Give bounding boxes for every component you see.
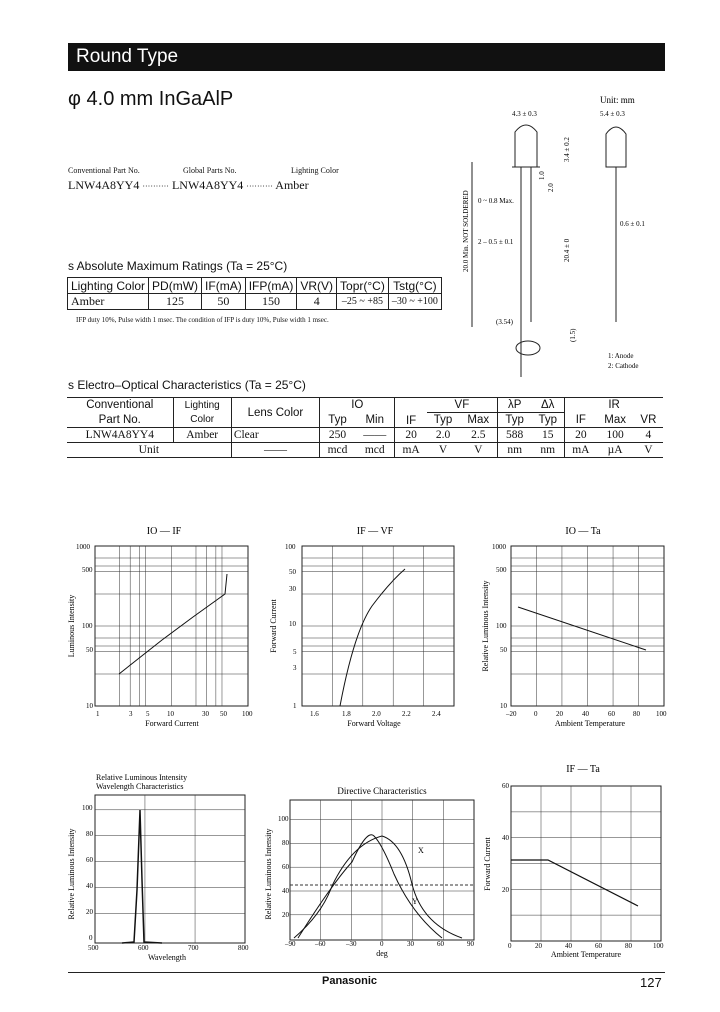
chart-title-2: Wavelength Characteristics: [96, 782, 184, 791]
eo-sub: Typ: [538, 414, 557, 426]
x-axis-label: Ambient Temperature: [550, 950, 622, 959]
curve-y-label: Y: [412, 897, 418, 906]
y-tick: 40: [86, 882, 93, 890]
dim-small-2: 2.0: [547, 183, 555, 192]
y-tick: 10: [500, 702, 507, 710]
chart-title: IO — IF: [146, 526, 182, 537]
x-tick: 2.4: [432, 710, 441, 718]
dim-pitch: (3.54): [496, 318, 513, 326]
x-tick: 100: [656, 710, 667, 718]
x-tick: 90: [467, 940, 474, 948]
y-tick: 0: [89, 934, 93, 942]
x-tick: 30: [407, 940, 414, 948]
curve-x-label: X: [418, 846, 424, 855]
eo-cell: 4: [645, 429, 652, 441]
eo-unit: V: [644, 444, 653, 456]
y-tick: 40: [502, 834, 509, 842]
x-tick: 500: [88, 944, 99, 952]
x-tick: –90: [285, 940, 296, 948]
eo-unit: µA: [607, 444, 623, 456]
x-tick: 0: [380, 940, 384, 948]
spectrum-curve: [122, 810, 162, 943]
led-top-view: [516, 341, 540, 355]
y-tick: 1: [293, 702, 297, 710]
footer-rule: [68, 972, 665, 973]
eo-sub: IF: [565, 413, 597, 428]
x-axis-label: Wavelength: [147, 953, 187, 962]
y-tick: 50: [289, 568, 296, 576]
y-tick: 1000: [76, 543, 90, 551]
eo-sub: VR: [640, 413, 657, 426]
y-axis-label: Forward Current: [483, 837, 492, 891]
eo-cell: Amber: [173, 428, 231, 443]
chart-io-if: [62, 522, 267, 737]
amr-header: IF(mA): [202, 278, 246, 294]
dim-length: 20.0 Min. NOT SOLDERED: [462, 190, 470, 272]
amr-cell: –25 ~ +85: [337, 294, 389, 310]
y-axis-label: Luminous Intensity: [67, 594, 76, 658]
page-header-bar: [68, 43, 665, 71]
y-tick: 20: [282, 911, 289, 919]
y-tick: 100: [82, 804, 93, 812]
amr-cell: 150: [245, 294, 297, 310]
eo-cell: 20: [395, 428, 427, 443]
x-tick: 1: [96, 710, 100, 718]
amr-note: IFP duty 10%, Pulse width 1 msec. The condition of IFP is duty 10%, Pulse width 1 msec.: [76, 316, 329, 324]
eo-cell: ——: [363, 429, 387, 441]
x-tick: 40: [582, 710, 589, 718]
x-tick: 2.2: [402, 710, 411, 718]
chart-title: IF — Ta: [566, 764, 600, 775]
x-tick: 20: [556, 710, 563, 718]
eo-unit: nm: [498, 443, 532, 458]
leader-dots: ··········: [246, 182, 273, 191]
chart-title: IF — VF: [356, 526, 394, 537]
global-part-value: LNW4A8YY4: [171, 178, 244, 192]
x-tick: 10: [167, 710, 174, 718]
y-tick: 60: [502, 782, 509, 790]
amr-header: VR(V): [297, 278, 337, 294]
eo-h-ir: IR: [565, 398, 663, 413]
eo-cell: 15: [541, 429, 554, 441]
y-axis-label: Relative Luminous Intensity: [264, 828, 273, 920]
y-tick: 50: [500, 646, 507, 654]
eo-cell: 2.5: [471, 429, 486, 441]
dim-height: 3.4 ± 0.2: [563, 137, 571, 162]
eo-h-color: Color: [173, 413, 231, 428]
chart-title: IO — Ta: [565, 526, 601, 537]
x-tick: 80: [625, 942, 632, 950]
led-body-side: [606, 127, 626, 167]
amr-cell: 50: [202, 294, 246, 310]
eo-unit: ——: [231, 443, 319, 458]
if-ta-derating-curve: [511, 860, 638, 906]
y-tick: 50: [86, 646, 93, 654]
x-axis-label: Forward Voltage: [347, 719, 401, 728]
chart-directive: [262, 784, 477, 964]
x-tick: 80: [633, 710, 640, 718]
x-tick: –30: [346, 940, 357, 948]
dim-diameter: 4.3 ± 0.3: [512, 110, 537, 118]
eo-section-title: s Electro–Optical Characteristics (Ta = 25°C): [68, 378, 306, 392]
x-tick: 3: [129, 710, 133, 718]
page-number: 127: [640, 975, 662, 990]
y-tick: 1000: [492, 543, 506, 551]
x-tick: –60: [315, 940, 326, 948]
eo-sub: Max: [604, 413, 626, 426]
leader-dots: ··········: [142, 182, 169, 191]
amr-cell: 4: [297, 294, 337, 310]
x-tick: 30: [202, 710, 209, 718]
dim-standoff: 0 ~ 0.8 Max.: [478, 197, 514, 205]
y-tick: 80: [86, 830, 93, 838]
y-tick: 20: [86, 908, 93, 916]
dim-length-2: 20.4 ± 0: [563, 238, 571, 262]
x-tick: 0: [508, 942, 512, 950]
eo-h-vf: VF: [427, 398, 498, 413]
amr-header: PD(mW): [149, 278, 202, 294]
eo-sub: Typ: [433, 414, 453, 426]
chart-wavelength: [62, 770, 262, 965]
x-tick: 20: [535, 942, 542, 950]
x-axis-label: Forward Current: [145, 719, 199, 728]
lighting-color-label: Lighting Color: [291, 166, 339, 175]
conventional-part-label: Conventional Part No.: [68, 166, 140, 175]
eo-h-conventional: Conventional: [67, 398, 173, 413]
y-tick: 100: [278, 815, 289, 823]
eo-cell: Clear: [231, 428, 319, 443]
x-tick: 100: [653, 942, 664, 950]
y-tick: 500: [82, 566, 93, 574]
x-tick: 60: [437, 940, 444, 948]
x-tick: 0: [534, 710, 538, 718]
eo-h-part: Part No.: [67, 413, 173, 428]
eo-table: [67, 397, 663, 458]
eo-cell: 100: [606, 429, 624, 441]
eo-cell: 20: [565, 428, 597, 443]
chart-io-ta: [478, 522, 678, 737]
amr-section-title: s Absolute Maximum Ratings (Ta = 25°C): [68, 259, 288, 273]
y-tick: 3: [293, 664, 297, 672]
eo-cell: 2.0: [435, 429, 451, 441]
brand-logo: Panasonic: [322, 975, 378, 987]
global-part-label: Global Parts No.: [183, 166, 237, 175]
y-tick: 60: [282, 863, 289, 871]
eo-unit: mcd: [364, 444, 385, 456]
y-tick: 80: [282, 839, 289, 847]
y-axis-label: Relative Luminous Intensity: [67, 828, 76, 920]
lighting-color-value: Amber: [275, 178, 309, 192]
amr-header: Tstg(°C): [388, 278, 441, 294]
y-tick: 500: [496, 566, 507, 574]
amr-cell: Amber: [68, 294, 149, 310]
y-tick: 20: [502, 886, 509, 894]
eo-h-if: IF: [395, 398, 427, 428]
io-if-curve: [119, 574, 227, 674]
y-tick: 100: [496, 622, 507, 630]
chart-title: Directive Characteristics: [337, 786, 427, 796]
dim-small: 1.0: [538, 171, 546, 180]
y-tick: 40: [282, 887, 289, 895]
led-body-front: [515, 125, 537, 167]
eo-h-lens: Lens Color: [231, 398, 319, 428]
x-tick: 40: [565, 942, 572, 950]
y-tick: 100: [82, 622, 93, 630]
dimension-drawing: [460, 92, 665, 377]
y-tick: 30: [289, 585, 296, 593]
eo-h-lighting: Lighting: [173, 398, 231, 413]
amr-header: IFP(mA): [245, 278, 297, 294]
x-tick: 700: [188, 944, 199, 952]
x-tick: 600: [138, 944, 149, 952]
eo-sub: Typ: [328, 413, 347, 426]
x-tick: 800: [238, 944, 249, 952]
eo-h-lp: λP: [498, 398, 532, 413]
x-tick: 60: [608, 710, 615, 718]
eo-unit: V: [474, 444, 483, 456]
x-tick: 2.0: [372, 710, 381, 718]
amr-cell: 125: [149, 294, 202, 310]
drawing-unit: Unit: mm: [600, 95, 635, 105]
chart-if-ta: [478, 760, 678, 965]
eo-unit: nm: [540, 444, 556, 456]
x-axis-label: deg: [376, 949, 388, 958]
eo-h-dl: Δλ: [531, 398, 565, 413]
dim-flange: 5.4 ± 0.3: [600, 110, 625, 118]
amr-header: Topr(°C): [337, 278, 389, 294]
chart-title-1: Relative Luminous Intensity: [96, 773, 188, 782]
eo-unit: V: [438, 444, 448, 456]
eo-unit: Unit: [67, 443, 231, 458]
plot-frame: [95, 795, 245, 943]
eo-sub: Min: [365, 413, 384, 426]
pin-2-label: 2: Cathode: [608, 362, 639, 370]
eo-sub: Typ: [498, 413, 532, 428]
conventional-part-value: LNW4A8YY4: [68, 178, 140, 192]
eo-cell: 250: [328, 429, 347, 441]
x-tick: 50: [220, 710, 227, 718]
dim-lead-width: 2 – 0.5 ± 0.1: [478, 238, 514, 246]
x-tick: 1.8: [342, 710, 351, 718]
dim-lead-thick: 0.6 ± 0.1: [620, 220, 645, 228]
page-header-title: Round Type: [76, 46, 179, 67]
directive-curve-x: [294, 836, 462, 938]
y-tick: 10: [289, 620, 296, 628]
eo-unit: mA: [565, 443, 597, 458]
eo-unit: mcd: [327, 444, 348, 456]
amr-header: Lighting Color: [68, 278, 149, 294]
y-axis-label: Forward Current: [269, 599, 278, 653]
parts-row: [68, 178, 309, 193]
x-tick: 100: [242, 710, 253, 718]
chart-if-vf: [262, 522, 462, 737]
eo-cell: LNW4A8YY4: [67, 428, 173, 443]
eo-unit: mA: [395, 443, 427, 458]
if-vf-curve: [340, 569, 405, 706]
io-ta-curve: [518, 607, 646, 650]
dim-bottom: (1.5): [569, 328, 577, 342]
y-axis-label: Relative Luminous Intensity: [481, 580, 490, 672]
y-tick: 10: [86, 702, 93, 710]
product-title: φ 4.0 mm InGaAlP: [68, 88, 234, 110]
eo-sub: Max: [467, 414, 490, 426]
amr-cell: –30 ~ +100: [388, 294, 441, 310]
y-tick: 60: [86, 856, 93, 864]
y-tick: 5: [293, 648, 297, 656]
x-tick: –20: [506, 710, 517, 718]
eo-cell: 588: [498, 428, 532, 443]
eo-h-io: IO: [351, 399, 364, 412]
x-tick: 5: [146, 710, 150, 718]
x-axis-label: Ambient Temperature: [554, 719, 626, 728]
x-tick: 1.6: [310, 710, 319, 718]
x-tick: 60: [595, 942, 602, 950]
y-tick: 100: [285, 543, 296, 551]
pin-1-label: 1: Anode: [608, 352, 634, 360]
amr-table: [67, 277, 442, 310]
